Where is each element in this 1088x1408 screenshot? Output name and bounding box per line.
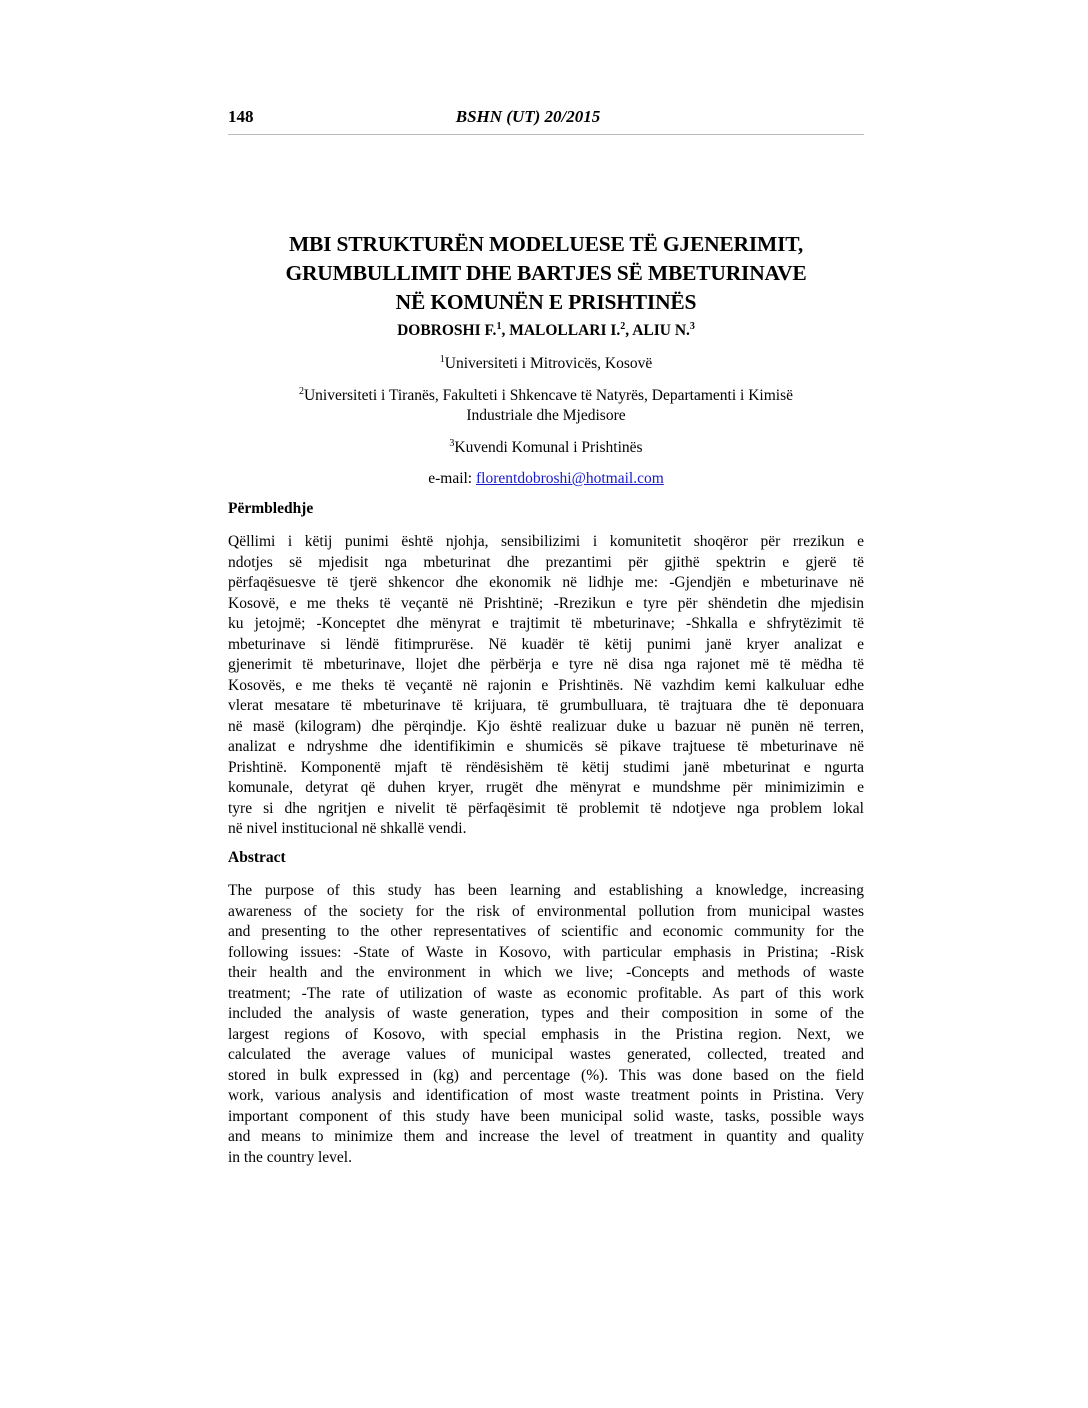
affiliation <box>228 354 864 374</box>
affiliation <box>228 438 864 458</box>
author-list <box>228 322 864 340</box>
author-affiliation-mark: 1 <box>496 320 502 332</box>
text-line: Kosovë, e me theks të veçantë në Prishtinë; -Rrezikun e tyre për shëndetin dhe mjedisin <box>228 594 864 612</box>
author-affiliation-mark: 3 <box>689 320 695 332</box>
paper-title <box>228 230 864 317</box>
text-line: ku jetojmë; -Konceptet dhe mënyrat e trajtimit të mbeturinave; -Shkalla e shfrytëzimit të <box>228 615 864 632</box>
text-line: analizat e ndryshme dhe identifikimin e shumicës së pikave trajtuese të mbeturinave në <box>228 738 864 755</box>
text-line: important component of this study have been municipal solid waste, tasks, possible ways <box>228 1107 864 1125</box>
text-line: in the country level. <box>228 1148 352 1166</box>
text-line: ndotjes së mjedisit nga mbeturinat dhe prezantimi për gjithë spektrin e gjerë të <box>228 553 864 571</box>
text-line: and presenting to the other representatives of scientific and economic community for the <box>228 923 864 940</box>
page-number: 148 <box>228 107 254 126</box>
running-header <box>228 104 864 135</box>
affiliation-text: Universiteti i Mitrovicës, Kosovë <box>444 355 653 372</box>
affiliation-mark: 3 <box>449 437 455 449</box>
author-name: DOBROSHI F. <box>397 322 497 339</box>
text-line: included the analysis of waste generation, types and their composition in some of the <box>228 1005 864 1022</box>
affiliation-mark: 1 <box>439 353 445 365</box>
text-line: tyre si dhe ngritjen e nivelit të përfaqësimit të problemit të ndotjeve nga problem lokal <box>228 799 864 817</box>
summary-heading: Përmbledhje <box>228 500 314 517</box>
text-line: The purpose of this study has been learning and establishing a knowledge, increasing <box>228 882 864 899</box>
affiliation-text: Kuvendi Komunal i Prishtinës <box>454 439 643 456</box>
text-line: their health and the environment in which we live; -Concepts and methods of waste <box>228 964 864 981</box>
abstract-paragraph <box>228 881 864 1168</box>
author-name: , ALIU N. <box>625 322 690 339</box>
author-name: , MALOLLARI I. <box>501 322 621 339</box>
text-line: treatment; -The rate of utilization of waste as economic profitable. As part of this work <box>228 984 864 1002</box>
text-line: calculated the average values of municipal wastes generated, collected, treated and <box>228 1046 864 1063</box>
affiliation <box>228 386 864 426</box>
title-line: NË KOMUNËN E PRISHTINËS <box>395 290 697 314</box>
text-line: vlerat mesatare të mbeturinave të krijuara, të grumbulluara, të trajtuara dhe të deponuara <box>228 697 864 714</box>
affiliation-text: Universiteti i Tiranës, Fakulteti i Shkencave të Natyrës, Departamenti i Kimisë <box>303 387 793 404</box>
text-line: largest regions of Kosovo, with special emphasis in the Pristina region. Next, we <box>228 1025 864 1043</box>
text-line: komunale, detyrat që duhen kryer, rrugët dhe mënyrat e mundshme për minimizimin e <box>228 779 864 796</box>
text-line: përfaqësuesve të tjerë shkencor dhe ekonomik në lidhje me: -Gjendjën e mbeturinave në <box>228 574 864 591</box>
text-line: stored in bulk expressed in (kg) and percentage (%). This was done based on the field <box>228 1066 864 1084</box>
text-line: Qëllimi i këtij punimi është njohja, sensibilizimi i komunitetit shoqëror për rrezikun e <box>228 533 864 550</box>
text-line: Prishtinë. Komponentë mjaft të rëndësishëm të këtij studimi janë mbeturinat e ngurta <box>228 758 864 776</box>
affiliation-text: Industriale dhe Mjedisore <box>466 407 626 424</box>
text-line: në nivel institucional në shkallë vendi. <box>228 820 467 837</box>
abstract-heading: Abstract <box>228 849 286 866</box>
text-line: work, various analysis and identification of most waste treatment points in Pristina. Very <box>228 1087 864 1104</box>
text-line: në masë (kilogram) dhe përqindje. Kjo është realizuar duke u bazuar në punën në terren, <box>228 717 864 735</box>
author-affiliation-mark: 2 <box>620 320 626 332</box>
summary-paragraph <box>228 532 864 840</box>
journal-reference: BSHN (UT) 20/2015 <box>455 107 601 126</box>
text-line: gjenerimit të mbeturinave, llojet dhe përbërja e tyre në disa nga rajonet më të mëdha të <box>228 656 864 673</box>
text-line: Kosovës, e me theks të veçantë në rajonin e Prishtinës. Në vazhdim kemi kalkuluar edhe <box>228 676 864 694</box>
text-line: mbeturinave si lëndë fitimprurëse. Në kuadër të këtij punimi janë kryer analizat e <box>228 635 864 653</box>
email-label: e-mail: <box>428 470 476 487</box>
affiliation-mark: 2 <box>298 385 304 397</box>
text-line: and means to minimize them and increase the level of treatment in quantity and quality <box>228 1128 864 1145</box>
text-line: following issues: -State of Waste in Kosovo, with particular emphasis in Pristina; -Risk <box>228 943 864 961</box>
title-line: MBI STRUKTURËN MODELUESE TË GJENERIMIT, <box>288 232 804 256</box>
email-link[interactable]: florentdobroshi@hotmail.com <box>476 470 664 487</box>
text-line: awareness of the society for the risk of environmental pollution from municipal wastes <box>228 902 864 920</box>
title-line: GRUMBULLIMIT DHE BARTJES SË MBETURINAVE <box>285 261 807 285</box>
email-line <box>228 469 864 489</box>
